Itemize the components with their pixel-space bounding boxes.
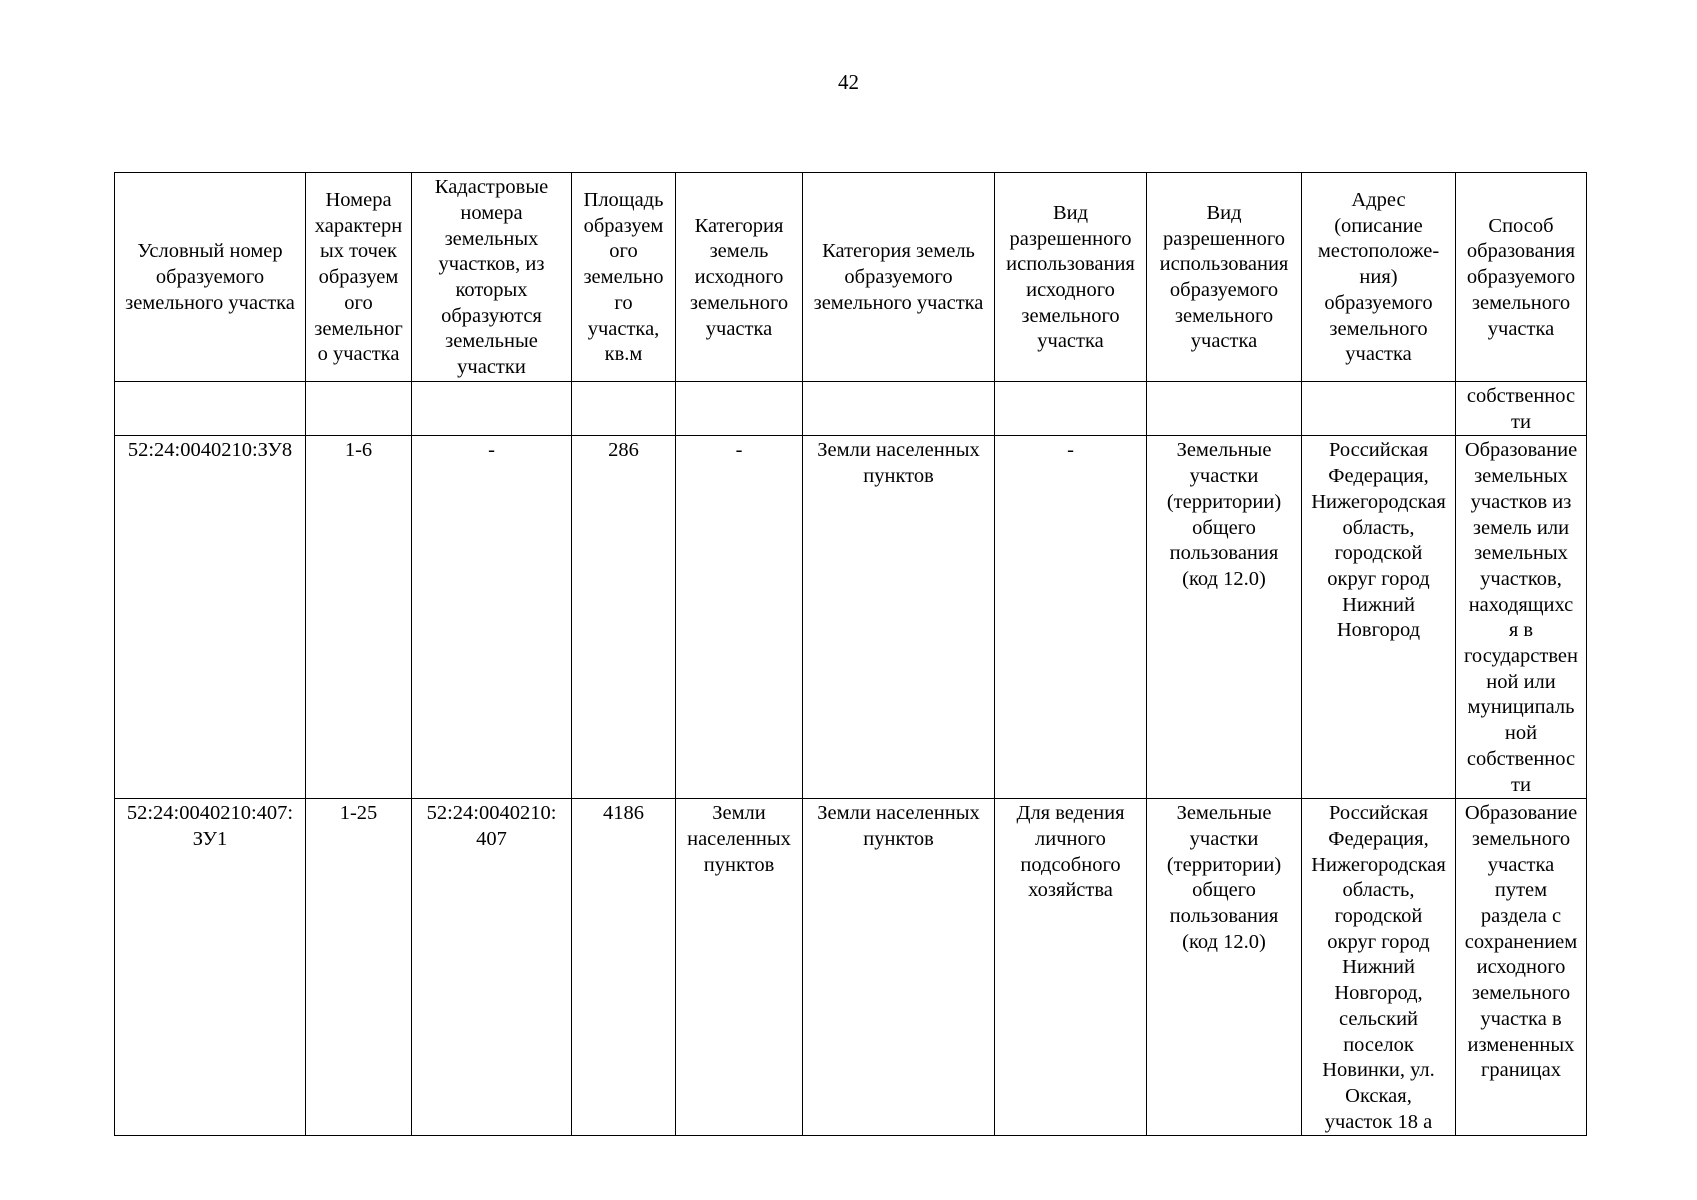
table-row [115,799,1587,1136]
table-cell-address: Российская Федерация, Нижегородская область, городской округ город Нижний Новгород, сельский поселок Новинки, ул. Окская, участок 18 а [1302,799,1456,1136]
header-address: Адрес (описание местоположе- ния) образуемого земельного участка [1302,173,1456,382]
header-new-use: Вид разрешенного использования образуемого земельного участка [1147,173,1302,382]
table-cell [306,382,412,436]
table-cell-formation-method: Образование земельного участка путем раздела с сохранением исходного земельного участка в измененных границах [1456,799,1587,1136]
table-cell-formation-method: Образование земельных участков из земель или земельных участков, находящихс я в государствен ной или муниципаль ной собственнос ти [1456,436,1587,799]
table-cell-plot-number: 52:24:0040210:ЗУ8 [115,436,306,799]
table-cell [412,382,572,436]
table-cell-source-use: Для ведения личного подсобного хозяйства [995,799,1147,1136]
page-number: 42 [838,70,859,94]
header-cadastral-numbers: Кадастровые номера земельных участков, из которых образуются земельные участки [412,173,572,382]
table-cell [1302,382,1456,436]
header-point-numbers: Номера характерн ых точек образуем ого земельног о участка [306,173,412,382]
table-cell-cadastral-numbers: 52:24:0040210: 407 [412,799,572,1136]
table-cell-new-use: Земельные участки (территории) общего пользования (код 12.0) [1147,799,1302,1136]
table-header-row [115,173,1587,382]
table-cell: собственнос ти [1456,382,1587,436]
table-cell-new-category: Земли населенных пунктов [803,436,995,799]
table-cell [676,382,803,436]
table-cell [572,382,676,436]
header-area: Площадь образуем ого земельно го участка, кв.м [572,173,676,382]
table-cell-area: 286 [572,436,676,799]
table-cell [115,382,306,436]
header-plot-number: Условный номер образуемого земельного участка [115,173,306,382]
table-cell-new-use: Земельные участки (территории) общего пользования (код 12.0) [1147,436,1302,799]
table-cell-address: Российская Федерация, Нижегородская область, городской округ город Нижний Новгород [1302,436,1456,799]
header-source-use: Вид разрешенного использования исходного земельного участка [995,173,1147,382]
table-cell-point-numbers: 1-6 [306,436,412,799]
header-formation-method: Способ образования образуемого земельного участка [1456,173,1587,382]
table-cell [995,382,1147,436]
table-cell [803,382,995,436]
table-cell-area: 4186 [572,799,676,1136]
table-cell [1147,382,1302,436]
table-cell-new-category: Земли населенных пунктов [803,799,995,1136]
table-cell-plot-number: 52:24:0040210:407: ЗУ1 [115,799,306,1136]
table-cell-source-category: Земли населенных пунктов [676,799,803,1136]
table-row-continuation [115,382,1587,436]
table-cell-point-numbers: 1-25 [306,799,412,1136]
header-new-category: Категория земель образуемого земельного участка [803,173,995,382]
table-row [115,436,1587,799]
land-plots-table [114,172,1587,1136]
header-source-category: Категория земель исходного земельного участка [676,173,803,382]
table-cell-cadastral-numbers: - [412,436,572,799]
table-cell-source-category: - [676,436,803,799]
table-cell-source-use: - [995,436,1147,799]
